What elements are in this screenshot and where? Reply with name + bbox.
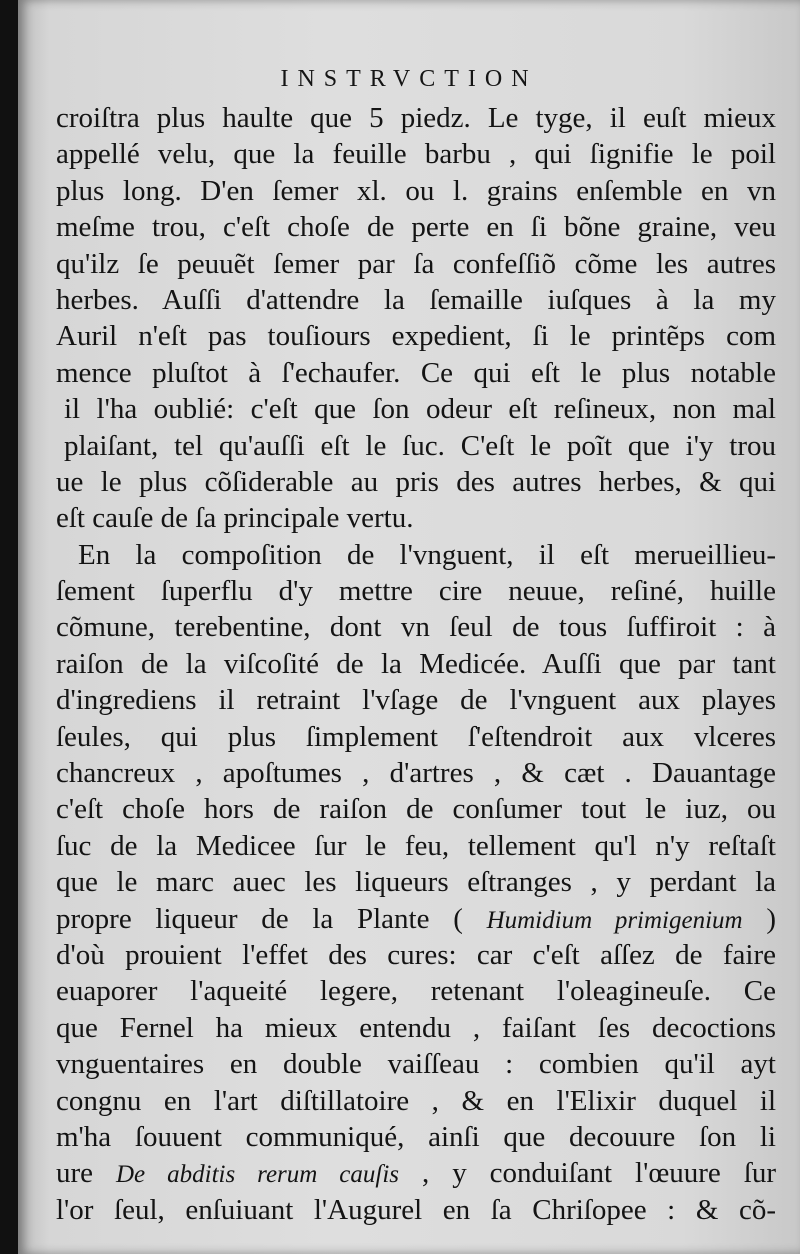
text-line: meſme trou, c'eſt choſe de perte en ſi bõne graine, veu: [56, 211, 776, 244]
book-page: [18, 0, 800, 1254]
text-line: croiſtra plus haulte que 5 piedz. Le tyge, il euſt mieux: [56, 102, 776, 134]
text-line: ſuc de la Medicee ſur le feu, tellement qu'l n'y reſtaſt: [56, 829, 776, 862]
text-line: chancreux , apoſtumes , d'artres , & cæt . Dauantage: [56, 757, 776, 790]
italic-title: De abditis rerum cauſis: [116, 1161, 400, 1189]
text-line: vnguentaires en double vaiſſeau : combien qu'il ayt: [56, 1048, 776, 1081]
text-line: il l'ha oublié: c'eſt que ſon odeur eſt reſineux, non mal: [64, 393, 776, 426]
text-line: cõmune, terebentine, dont vn ſeul de tous ſuffiroit : à: [56, 611, 776, 644]
text-line: mence pluſtot à ſ'echaufer. Ce qui eſt le plus notable: [56, 356, 776, 389]
text-line: plaiſant, tel qu'auſſi eſt le ſuc. C'eſt le poĩt que i'y trou: [64, 429, 776, 462]
text-line: herbes. Auſſi d'attendre la ſemaille iuſques à la my: [56, 283, 776, 316]
text-line: Auril n'eſt pas touſiours expedient, ſi le printẽps com: [56, 320, 776, 353]
text-line: eſt cauſe de ſa principale vertu.: [56, 502, 414, 535]
text-line: appellé velu, que la feuille barbu , qui ſignifie le poil: [56, 138, 776, 171]
text-segment: ): [742, 902, 776, 935]
text-line: d'ingrediens il retraint l'vſage de l'vnguent aux playes: [56, 684, 776, 717]
text-line: raiſon de la viſcoſité de la Medicée. Auſſi que par tant: [56, 647, 776, 680]
text-line: [56, 901, 776, 937]
text-line: ſeules, qui plus ſimplement ſ'eſtendroit aux vlceres: [56, 720, 776, 753]
text-line: En la compoſition de l'vnguent, il eſt merueillieu-: [78, 538, 776, 571]
text-line: que le marc auec les liqueurs eſtranges , y perdant la: [56, 866, 776, 899]
text-line: l'or ſeul, enſuiuant l'Augurel en ſa Chriſopee : & cõ-: [56, 1193, 776, 1226]
italic-title: Humidium primigenium: [486, 906, 743, 934]
text-line: m'ha ſouuent communiqué, ainſi que decouure ſon li: [56, 1120, 776, 1153]
text-line: qu'ilz ſe peuuẽt ſemer par ſa confeſſiõ cõme les autres: [56, 247, 776, 280]
text-line: ſement ſuperflu d'y mettre cire neuue, reſiné, huille: [56, 575, 776, 608]
body-text: [56, 100, 776, 1228]
text-segment: propre liqueur de la Plante (: [56, 902, 487, 935]
text-segment: ure: [56, 1157, 116, 1190]
running-header: INSTRVCTION: [280, 66, 538, 92]
text-line: plus long. D'en ſemer xl. ou l. grains enſemble en vn: [56, 174, 776, 207]
text-line: d'où prouient l'effet des cures: car c'eſt aſſez de faire: [56, 938, 776, 971]
text-line: euaporer l'aqueité legere, retenant l'oleagineuſe. Ce: [56, 975, 776, 1008]
text-line: congnu en l'art diſtillatoire , & en l'Elixir duquel il: [56, 1084, 776, 1117]
text-segment: , y conduiſant l'œuure ſur: [399, 1157, 776, 1190]
text-line: ue le plus cõſiderable au pris des autres herbes, & qui: [56, 465, 776, 498]
text-line: que Fernel ha mieux entendu , faiſant ſes decoctions: [56, 1011, 776, 1044]
text-line: [56, 1155, 776, 1191]
text-line: c'eſt choſe hors de raiſon de conſumer tout le iuz, ou: [56, 793, 776, 826]
